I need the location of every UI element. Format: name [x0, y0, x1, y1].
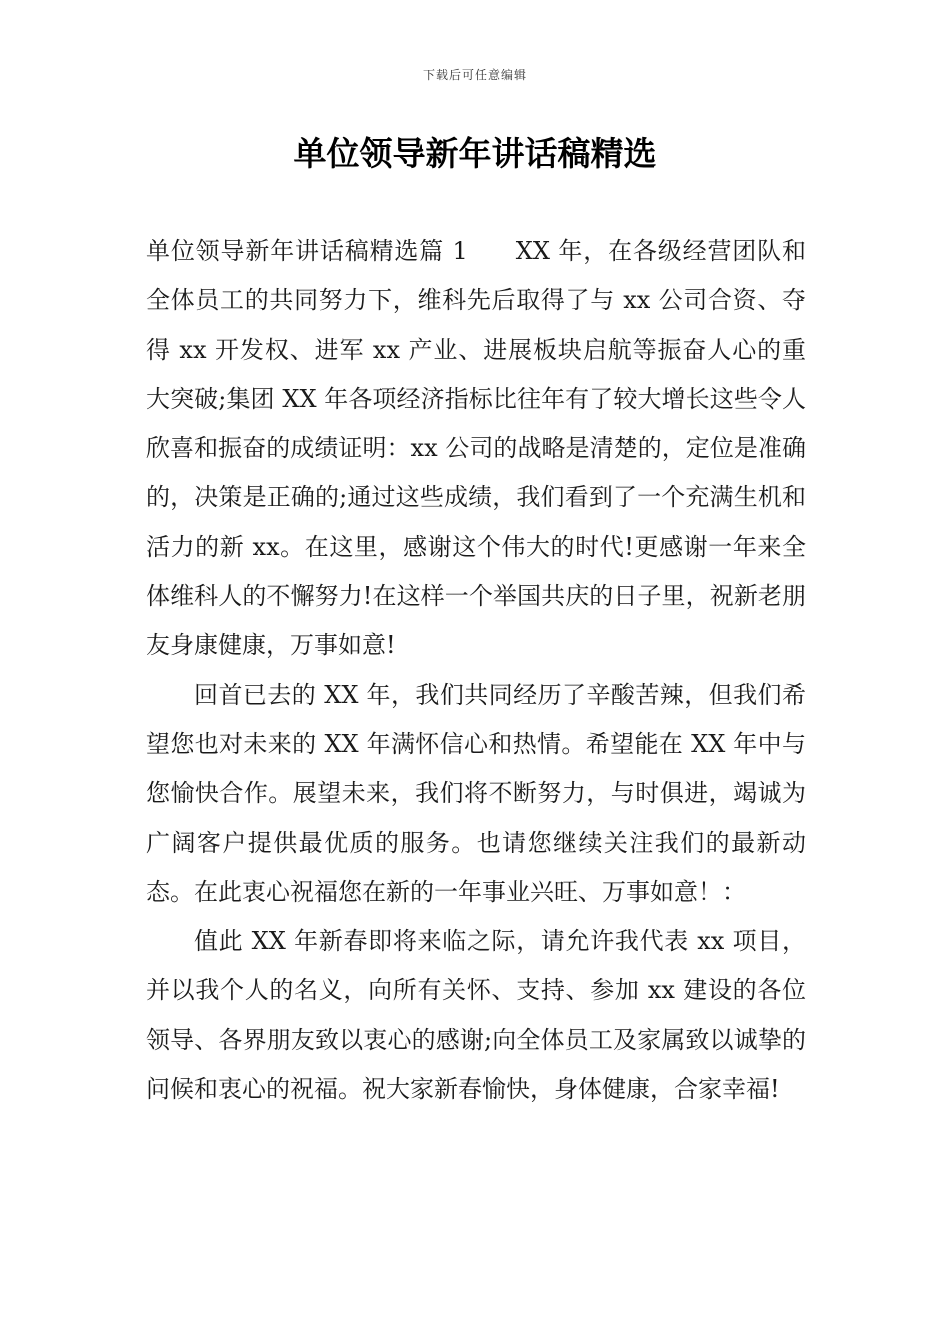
document-title: 单位领导新年讲话稿精选	[293, 134, 657, 173]
paragraph-3: 值此 XX 年新春即将来临之际，请允许我代表 xx 项目，并以我个人的名义，向所有关怀、支持、参加 xx 建设的各位领导、各界朋友致以衷心的感谢;向全体员工及家属致以诚挚的问候和衷心的祝福。祝大家新春愉快，身体健康，合家幸福!	[146, 927, 806, 1104]
paragraph-1-text: XX 年，在各级经营团队和全体员工的共同努力下，维科先后取得了与 xx 公司合资、夺得 xx 开发权、进军 xx 产业、进展板块启航等振奋人心的重大突破;集团 XX 年各项经济指标比往年有了较大增长这些令人欣喜和振奋的成绩证明：xx 公司的战略是清楚的，定位是准确的，决策是正确的;通过这些成绩，我们看到了一个充满生机和活力的新 xx。在这里，感谢这个伟大的时代!更感谢一年来全体维科人的不懈努力!在这样一个举国共庆的日子里，祝新老朋友身康健康，万事如意!	[146, 237, 806, 660]
section-label: 单位领导新年讲话稿精选篇 1	[146, 237, 468, 265]
header-note: 下载后可任意编辑	[422, 68, 527, 82]
paragraph-2: 回首已去的 XX 年，我们共同经历了辛酸苦辣，但我们希望您也对未来的 XX 年满怀信心和热情。希望能在 XX 年中与您愉快合作。展望未来，我们将不断努力，与时俱进，竭诚为广阔客户提供最优质的服务。也请您继续关注我们的最新动态。在此衷心祝福您在新的一年事业兴旺、万事如意！：	[146, 680, 806, 906]
document-body	[146, 227, 806, 1114]
paragraph-1	[146, 227, 806, 671]
